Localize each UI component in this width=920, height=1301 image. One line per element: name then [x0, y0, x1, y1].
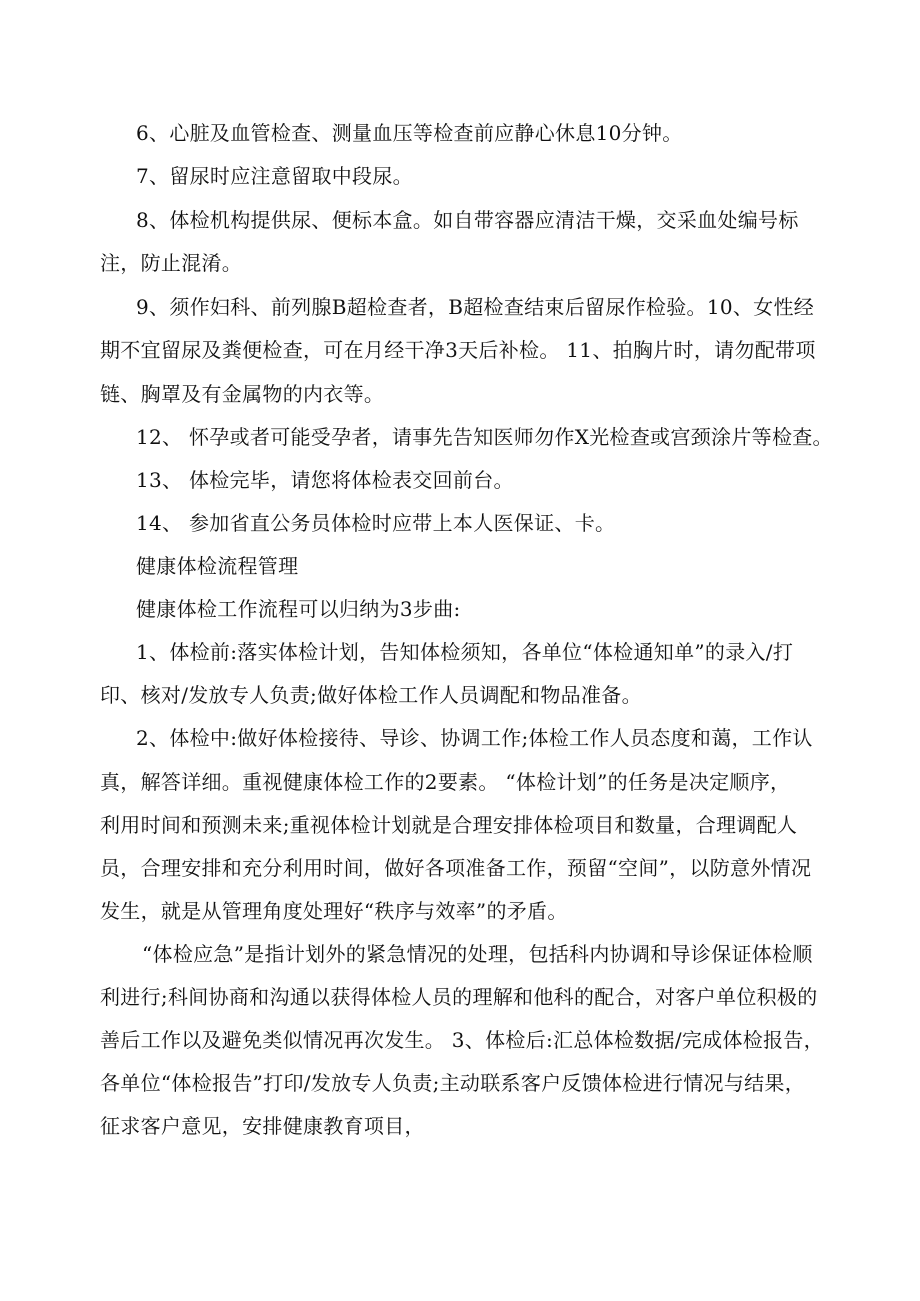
text-line: 链、胸罩及有金属物的内衣等。 [100, 382, 385, 406]
text-line: “体检应急”是指计划外的紧急情况的处理，包括科内协调和导诊保证体检顺 [142, 942, 813, 966]
text-line: 1、体检前:落实体检计划，告知体检须知，各单位“体检通知单”的录入/打 [136, 640, 794, 664]
text-line: 13、 体检完毕，请您将体检表交回前台。 [136, 468, 514, 492]
text-line: 利用时间和预测未来;重视体检计划就是合理安排体检项目和数量，合理调配人 [100, 813, 798, 837]
text-line: 真，解答详细。重视健康体检工作的2要素。 “体检计划”的任务是决定顺序， [100, 770, 791, 794]
text-line: 注，防止混淆。 [100, 251, 243, 275]
text-line: 14、 参加省直公务员体检时应带上本人医保证、卡。 [136, 511, 616, 535]
text-line: 各单位“体检报告”打印/发放专人负责;主动联系客户反馈体检进行情况与结果， [100, 1071, 806, 1095]
text-line: 征求客户意见，安排健康教育项目， [100, 1114, 425, 1138]
text-line: 7、留尿时应注意留取中段尿。 [136, 164, 413, 188]
text-line: 健康体检工作流程可以归纳为3步曲: [136, 597, 461, 621]
text-line: 12、 怀孕或者可能受孕者，请事先告知医师勿作X光检查或宫颈涂片等检查。 [136, 425, 833, 449]
text-line: 印、核对/发放专人负责;做好体检工作人员调配和物品准备。 [100, 683, 642, 707]
text-line: 9、须作妇科、前列腺B超检查者，B超检查结束后留尿作检验。10、女性经 [136, 295, 815, 319]
text-line: 期不宜留尿及粪便检查，可在月经干净3天后补检。 11、拍胸片时，请勿配带项 [100, 338, 816, 362]
section-heading: 健康体检流程管理 [136, 554, 299, 578]
text-line: 利进行;科间协商和沟通以获得体检人员的理解和他科的配合，对客户单位积极的 [100, 985, 818, 1009]
text-line: 员，合理安排和充分利用时间，做好各项准备工作，预留“空间”，以防意外情况 [100, 856, 812, 880]
text-line: 6、心脏及血管检查、测量血压等检查前应静心休息10分钟。 [136, 121, 683, 145]
text-line: 8、体检机构提供尿、便标本盒。如自带容器应清洁干燥，交采血处编号标 [136, 208, 799, 232]
text-line: 发生，就是从管理角度处理好“秩序与效率”的矛盾。 [100, 899, 568, 923]
text-line: 善后工作以及避免类似情况再次发生。 3、体检后:汇总体检数据/完成体检报告， [100, 1028, 824, 1052]
text-line: 2、体检中:做好体检接待、导诊、协调工作;体检工作人员态度和蔼，工作认 [136, 726, 813, 750]
